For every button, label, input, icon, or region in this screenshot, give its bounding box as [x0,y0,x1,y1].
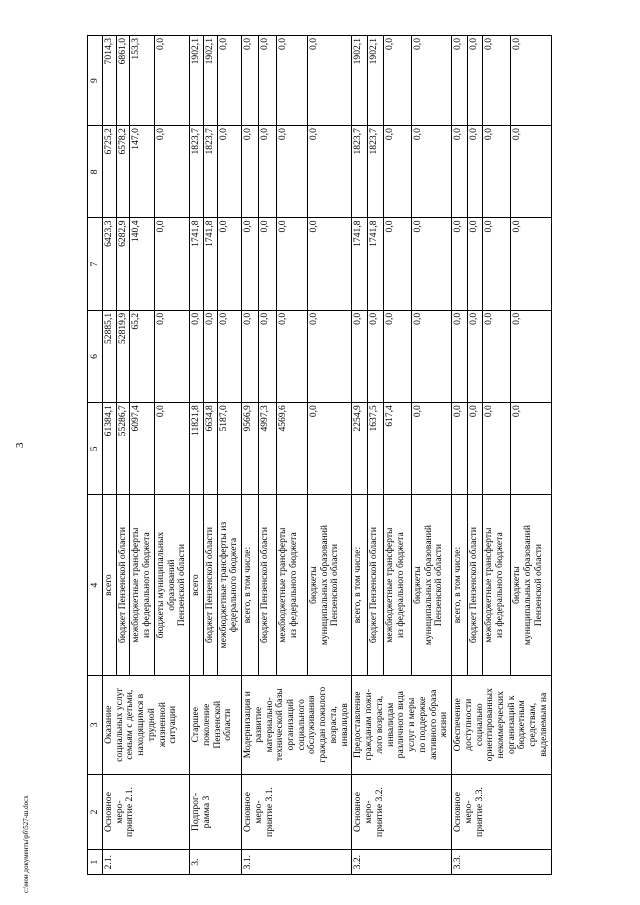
value-cell: 0,0 [242,310,259,402]
value-cell: 147,0 [130,126,154,218]
value-cell: 6861,0 [116,36,130,126]
funding-source-cell: бюджет Пензенской области [203,495,217,675]
value-cell: 0,0 [483,403,511,495]
value-cell: 55286,7 [116,403,130,495]
value-cell: 0,0 [352,310,368,402]
value-cell: 0,0 [411,36,451,126]
table-row [190,36,204,875]
activity-name-cell: Предоставление гражданам пожи- лого возраста, инвалидам различного вида услуг и меры по поддержке активного образа жизни [352,675,452,774]
value-cell: 0,0 [483,218,511,310]
value-cell: 11821,8 [190,403,204,495]
table-row [242,36,259,875]
value-cell: 6282,9 [116,218,130,310]
row-number-cell: 3.1. [242,850,352,875]
table-row [103,36,117,875]
value-cell: 0,0 [411,126,451,218]
funding-table [87,35,552,875]
value-cell: 1902,1 [368,36,384,126]
value-cell: 0,0 [154,126,189,218]
funding-source-cell: бюджет Пензенской области [368,495,384,675]
value-cell: 0,0 [307,218,352,310]
value-cell: 0,0 [452,218,468,310]
value-cell: 4997,3 [259,403,276,495]
value-cell: 0,0 [190,310,204,402]
value-cell: 1902,1 [352,36,368,126]
header-cell: 8 [88,126,103,218]
value-cell: 0,0 [217,218,241,310]
value-cell: 4569,6 [276,403,307,495]
header-cell: 4 [88,495,103,675]
header-cell: 9 [88,36,103,126]
value-cell: 0,0 [467,310,483,402]
header-cell: 2 [88,774,103,849]
value-cell: 0,0 [217,126,241,218]
value-cell: 1637,5 [368,403,384,495]
funding-source-cell: всего, в том числе: [242,495,259,675]
value-cell: 0,0 [259,36,276,126]
value-cell: 0,0 [154,310,189,402]
funding-source-cell: межбюджетные трансферты из федерального бюджета [276,495,307,675]
value-cell: 153,3 [130,36,154,126]
value-cell: 52885,1 [103,310,117,402]
activity-type-cell: Основное меро- приятие 3.1. [242,774,352,849]
value-cell: 52819,9 [116,310,130,402]
value-cell: 0,0 [217,36,241,126]
value-cell: 65,2 [130,310,154,402]
header-cell: 6 [88,310,103,402]
activity-type-cell: Основное меро- приятие 3.2. [352,774,452,849]
value-cell: 0,0 [383,36,411,126]
activity-type-cell: Подпрог- рамма 3 [190,774,242,849]
value-cell: 1741,8 [203,218,217,310]
activity-name-cell: Старшее поколение Пензенской области [190,675,242,774]
header-cell: 3 [88,675,103,774]
funding-source-cell: всего [103,495,117,675]
value-cell: 0,0 [452,126,468,218]
value-cell: 6097,4 [130,403,154,495]
value-cell: 0,0 [467,36,483,126]
value-cell: 0,0 [452,403,468,495]
value-cell: 1902,1 [203,36,217,126]
activity-type-cell: Основное меро- приятие 3.3. [452,774,552,849]
value-cell: 0,0 [467,126,483,218]
activity-name-cell: Обеспечение доступности социально ориентированных некоммерческих организаций к бюджетным средствам, выделяемым на [452,675,552,774]
value-cell: 0,0 [276,218,307,310]
page-number: 3 [14,442,26,448]
value-cell: 6423,3 [103,218,117,310]
value-cell: 0,0 [383,310,411,402]
value-cell: 0,0 [217,310,241,402]
funding-source-cell: межбюджетные трансферты из федерального бюджета [130,495,154,675]
value-cell: 0,0 [511,403,551,495]
value-cell: 0,0 [154,36,189,126]
table-row [352,36,368,875]
value-cell: 5187,0 [217,403,241,495]
rotated-table-container [87,35,607,875]
funding-source-cell: бюджеты муниципальных образований Пензенской области [154,495,189,675]
value-cell: 1741,8 [368,218,384,310]
funding-source-cell: бюджет Пензенской области [467,495,483,675]
value-cell: 9566,9 [242,403,259,495]
row-number-cell: 3.2. [352,850,452,875]
value-cell: 1741,8 [190,218,204,310]
value-cell: 617,4 [383,403,411,495]
value-cell: 0,0 [242,36,259,126]
value-cell: 7014,3 [103,36,117,126]
value-cell: 0,0 [259,310,276,402]
value-cell: 0,0 [307,310,352,402]
value-cell: 0,0 [307,126,352,218]
value-cell: 1902,1 [190,36,204,126]
funding-source-cell: межбюджетные трансферты из федерального бюджета [217,495,241,675]
value-cell: 6634,8 [203,403,217,495]
activity-name-cell: Модернизация и развитие материально- технической базы организаций социального обслуживания граждан пожилого возраста, инвалидов [242,675,352,774]
value-cell: 1823,7 [368,126,384,218]
value-cell: 2254,9 [352,403,368,495]
value-cell: 1823,7 [352,126,368,218]
value-cell: 0,0 [467,218,483,310]
value-cell: 0,0 [307,403,352,495]
value-cell: 0,0 [511,310,551,402]
table-row [452,36,468,875]
value-cell: 0,0 [452,310,468,402]
funding-source-cell: бюджеты муниципальных образований Пензенской области [511,495,551,675]
footer-file-path: c:\мои документы\рб\527-ш.docx [22,795,30,893]
value-cell: 0,0 [411,403,451,495]
funding-source-cell: бюджет Пензенской области [116,495,130,675]
value-cell: 0,0 [511,126,551,218]
value-cell: 0,0 [511,36,551,126]
value-cell: 0,0 [511,218,551,310]
funding-source-cell: бюджеты муниципальных образований Пензенской области [411,495,451,675]
value-cell: 0,0 [154,403,189,495]
value-cell: 0,0 [276,36,307,126]
value-cell: 0,0 [154,218,189,310]
value-cell: 0,0 [203,310,217,402]
value-cell: 140,4 [130,218,154,310]
value-cell: 0,0 [483,36,511,126]
value-cell: 0,0 [383,218,411,310]
row-number-cell: 2.1. [103,850,190,875]
value-cell: 1741,8 [352,218,368,310]
value-cell: 0,0 [276,310,307,402]
value-cell: 0,0 [276,126,307,218]
header-row [88,36,103,875]
value-cell: 0,0 [242,126,259,218]
header-cell: 7 [88,218,103,310]
value-cell: 6725,2 [103,126,117,218]
row-number-cell: 3. [190,850,242,875]
funding-source-cell: межбюджетные трансферты из федерального бюджета [383,495,411,675]
value-cell: 61384,1 [103,403,117,495]
value-cell: 0,0 [411,310,451,402]
funding-source-cell: всего [190,495,204,675]
value-cell: 0,0 [411,218,451,310]
funding-source-cell: межбюджетные трансферты из федерального бюджета [483,495,511,675]
value-cell: 0,0 [383,126,411,218]
value-cell: 1823,7 [190,126,204,218]
value-cell: 0,0 [307,36,352,126]
value-cell: 0,0 [242,218,259,310]
activity-name-cell: Оказание социальных услуг семьям с детьми, находящимся в трудной жизненной ситуации [103,675,190,774]
value-cell: 0,0 [368,310,384,402]
value-cell: 0,0 [259,126,276,218]
value-cell: 0,0 [467,403,483,495]
funding-source-cell: всего, в том числе: [452,495,468,675]
value-cell: 6578,2 [116,126,130,218]
value-cell: 0,0 [452,36,468,126]
header-cell: 5 [88,403,103,495]
funding-source-cell: бюджет Пензенской области [259,495,276,675]
funding-source-cell: всего, в том числе: [352,495,368,675]
row-number-cell: 3.3. [452,850,552,875]
activity-type-cell: Основное меро- приятие 2.1. [103,774,190,849]
value-cell: 0,0 [483,126,511,218]
funding-source-cell: бюджеты муниципальных образований Пензенской области [307,495,352,675]
value-cell: 0,0 [259,218,276,310]
value-cell: 1823,7 [203,126,217,218]
header-cell: 1 [88,850,103,875]
value-cell: 0,0 [483,310,511,402]
